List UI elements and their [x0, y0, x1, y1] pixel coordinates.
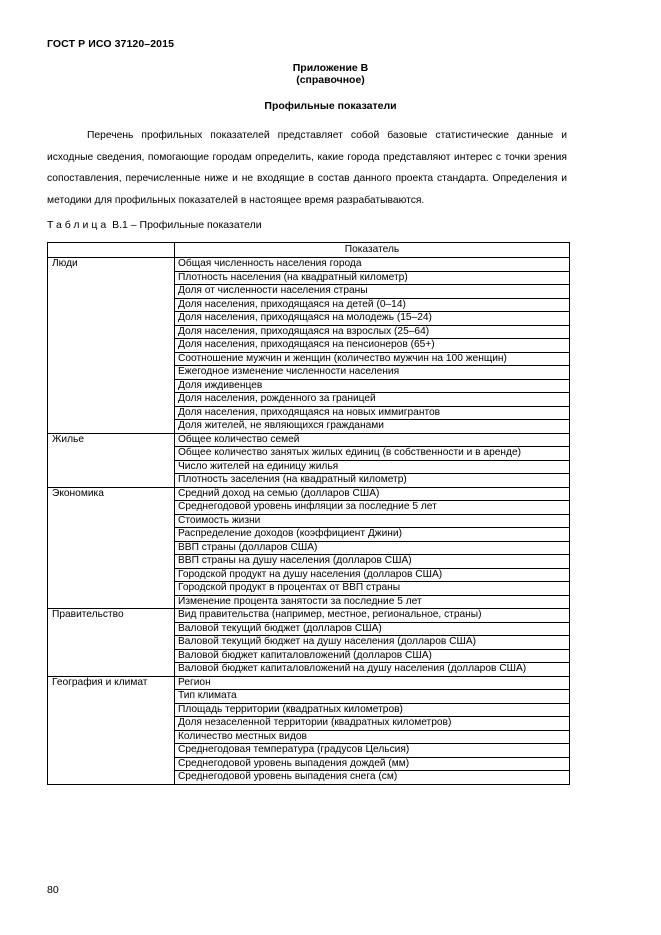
category-cell: Правительство [48, 609, 175, 677]
indicator-cell: Вид правительства (например, местное, региональное, страны) [175, 609, 570, 623]
indicator-cell: Доля жителей, не являющихся гражданами [175, 420, 570, 434]
table-row [48, 609, 570, 623]
indicator-cell: Валовой бюджет капиталовложений на душу населения (долларов США) [175, 663, 570, 677]
indicator-cell: Валовой текущий бюджет на душу населения (долларов США) [175, 636, 570, 650]
indicator-cell: Доля населения, рожденного за границей [175, 393, 570, 407]
category-cell: Жилье [48, 433, 175, 487]
table-caption-text: В.1 – Профильные показатели [109, 219, 262, 231]
indicator-cell: Доля населения, приходящаяся на новых иммигрантов [175, 406, 570, 420]
indicator-cell: ВВП страны на душу населения (долларов США) [175, 555, 570, 569]
indicator-cell: Доля от численности населения страны [175, 285, 570, 299]
indicator-cell: Доля населения, приходящаяся на молодежь (15–24) [175, 312, 570, 326]
table-caption [47, 219, 262, 231]
table-body [48, 258, 570, 785]
profile-indicators-table [47, 242, 570, 785]
indicator-cell: Доля населения, приходящаяся на детей (0–14) [175, 298, 570, 312]
indicator-cell: Общее количество семей [175, 433, 570, 447]
header-cell-category [48, 243, 175, 258]
table-header-row [48, 243, 570, 258]
indicator-cell: Средний доход на семью (долларов США) [175, 487, 570, 501]
indicator-cell: Валовой бюджет капиталовложений (долларов США) [175, 649, 570, 663]
indicator-cell: Распределение доходов (коэффициент Джини) [175, 528, 570, 542]
category-cell: Экономика [48, 487, 175, 609]
indicator-cell: Городской продукт в процентах от ВВП страны [175, 582, 570, 596]
indicator-cell: ВВП страны (долларов США) [175, 541, 570, 555]
page-number: 80 [47, 884, 59, 896]
indicator-cell: Среднегодовой уровень выпадения дождей (мм) [175, 757, 570, 771]
table-caption-prefix: Таблица [47, 219, 110, 231]
indicator-cell: Среднегодовая температура (градусов Цельсия) [175, 744, 570, 758]
indicator-cell: Регион [175, 676, 570, 690]
indicator-cell: Доля населения, приходящаяся на взрослых (25–64) [175, 325, 570, 339]
indicator-cell: Ежегодное изменение численности населения [175, 366, 570, 380]
table-row [48, 433, 570, 447]
indicator-cell: Доля незаселенной территории (квадратных километров) [175, 717, 570, 731]
intro-paragraph: Перечень профильных показателей представляет собой базовые статистические данные и исходные сведения, помогающие городам определить, какие города представляют интерес с точки зрения сопоставления, перечисленные ниже и не входящие в состав данного проекта стандарта. Определения и методики для профильных показателей в настоящее время разрабатываются. [47, 130, 567, 206]
header-cell-indicator: Показатель [175, 243, 570, 258]
table-row [48, 676, 570, 690]
indicator-cell: Городской продукт на душу населения (долларов США) [175, 568, 570, 582]
indicator-cell: Плотность населения (на квадратный километр) [175, 271, 570, 285]
section-title: Профильные показатели [264, 100, 397, 112]
indicator-cell: Число жителей на единицу жилья [175, 460, 570, 474]
table-row [48, 258, 570, 272]
indicator-cell: Изменение процента занятости за последние 5 лет [175, 595, 570, 609]
table-row [48, 487, 570, 501]
indicator-cell: Доля иждивенцев [175, 379, 570, 393]
annex-subtitle: (справочное) [296, 74, 365, 86]
indicator-cell: Среднегодовой уровень инфляции за последние 5 лет [175, 501, 570, 515]
indicator-cell: Стоимость жизни [175, 514, 570, 528]
indicator-cell: Плотность заселения (на квадратный километр) [175, 474, 570, 488]
annex-title: Приложение В [292, 62, 369, 74]
category-cell: Люди [48, 258, 175, 434]
annex-heading [0, 62, 661, 86]
indicator-cell: Количество местных видов [175, 730, 570, 744]
category-cell: География и климат [48, 676, 175, 784]
indicator-cell: Тип климата [175, 690, 570, 704]
indicator-cell: Общая численность населения города [175, 258, 570, 272]
document-header: ГОСТ Р ИСО 37120–2015 [47, 38, 175, 50]
indicator-cell: Общее количество занятых жилых единиц (в собственности и в аренде) [175, 447, 570, 461]
indicator-cell: Среднегодовой уровень выпадения снега (см) [175, 771, 570, 785]
indicator-cell: Валовой текущий бюджет (долларов США) [175, 622, 570, 636]
indicator-cell: Соотношение мужчин и женщин (количество мужчин на 100 женщин) [175, 352, 570, 366]
indicator-cell: Площадь территории (квадратных километров) [175, 703, 570, 717]
indicator-cell: Доля населения, приходящаяся на пенсионеров (65+) [175, 339, 570, 353]
